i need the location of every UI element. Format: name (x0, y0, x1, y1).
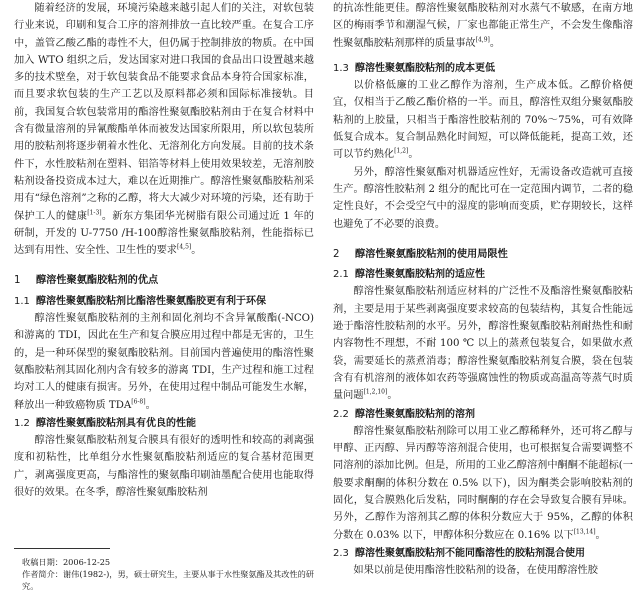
paragraph-1-3: 以价格低廉的工业乙醇作为溶剂，生产成本低。乙醇价格便宜，仅相当于乙酸乙酯价格的一半。而且，醇溶性双组分聚氨酯胶粘剂的上胶量，只相当于酯溶性胶粘剂的 70%～75%，可有效降低复合成本。复合制品熟化时间短，可以降低能耗，提高工效，还可以节约熟化[1,2]。 (333, 80, 633, 161)
paragraph-1-2: 醇溶性聚氨酯胶粘剂复合膜具有很好的透明性和较高的剥离强度和初粘性，比单组分水性聚氨酯胶粘剂适应的复合基材范围更广，剥离强度更高，与酯溶性的聚氨酯印刷油墨配合使用也能取得很好的效果。在冬季，醇溶性聚氨酯胶粘剂 (14, 435, 314, 499)
intro-paragraph: 随着经济的发展，环境污染越来越引起人们的关注，对软包装行业来说，印刷和复合工序的溶剂排放一直比较严重。在复合工序中，盖管乙酸乙酯的毒性不大，但仍属于控制排放的物质。在中国加入 WTO 组织之后，发达国家对进口我国的食品出口设置越来越多的技术壁垒，对于软包装食品不能要求食品本身符合国家标准，而且要求软包装的生产工艺以及原料都必须和国际标准接轨。目前，我国复合软包装常用的酯溶性聚氨酯胶粘剂由于在复合材料中含有微量溶剂的异氰酸酯单体而被发达国家所限用，所以软包装所用的胶粘剂将逐步朝着水性化、无溶剂化方向发展。目前的技术条件下，水性胶粘剂在塑料、铝箔等材料上使用效果较差，无溶剂胶粘剂设备投资成本过大，难以在近期推广。醇溶性聚氨酯胶粘剂采用有“绿色溶剂”之称的乙醇，将大大减少对环境的污染，还有助于保护工人的健康[1-3]。新东方集团华光树脂有限公司通过近 1 年的研制，开发的 U-7750 /H-100醇溶性聚氨酯胶粘剂，性能指标已达到有用性、安全性、卫生性的要求[4,5]。 (14, 3, 314, 257)
author-bio: 作者简介：谢伟(1982-)，男，硕士研究生，主要从事于水性聚氨酯及其改性的研究。 (22, 569, 314, 591)
paragraph-continued: 的抗冻性能更佳。醇溶性聚氨酯胶粘剂对水蒸气不敏感，在南方地区的梅雨季节和潮湿气候，厂家也都能正常生产，不会发生像酯溶性聚氨酯胶粘剂那样的质量事故[4,9]。 (333, 3, 633, 49)
paragraph-2-1: 醇溶性聚氨酯胶粘剂适应材料的广泛性不及酯溶性聚氨酯胶粘剂，主要是用于某些剥离强度要求较高的包装结构，其复合性能远逊于酯溶性胶粘剂的水平。另外，醇溶性聚氨酯胶粘剂耐热性和耐内容物性不理想，不耐 100 ℃ 以上的蒸煮包装复合，如果做水煮袋，需要延长的蒸煮消毒；醇溶性聚氨酯胶粘剂复合膜，袋在包装含有有机溶剂的液体如农药等强腐蚀性的物质或高温高等蒸气时质量问题[1,2,10]。 (333, 286, 633, 402)
right-column (333, 0, 633, 580)
subsection-heading-2-1: 2.1 醇溶性聚氨酯胶粘剂的适应性 (333, 269, 485, 281)
subsection-heading-2-3: 2.3 醇溶性聚氨酯胶粘剂不能同酯溶性的胶粘剂混合使用 (333, 547, 585, 559)
left-column (14, 0, 314, 501)
section-heading-2: 2 醇溶性聚氨酯胶粘剂的使用局限性 (333, 248, 508, 260)
paragraph-1-1: 醇溶性聚氨酯胶粘剂的主剂和固化剂均不含异氰酸酯(-NCO)和游离的 TDI，因此在生产和复合膜应用过程中都是无害的，卫生的，是一种环保型的聚氨酯胶粘剂。目前国内普遍使用的酯溶性聚氨酯胶粘剂其固化剂内含有较多的游离 TDI，生产过程和施工过程均对工人的健康有损害。另外，在使用过程中制品可能发生水解，释放出一种致癌物质 TDA[6-8]。 (14, 313, 314, 411)
citation: [4,9] (475, 36, 490, 44)
subsection-heading-2-2: 2.2 醇溶性聚氨酯胶粘剂的溶剂 (333, 408, 475, 420)
footnotes (22, 556, 314, 592)
citation: [1,2] (394, 147, 409, 155)
footnote-divider (14, 548, 110, 549)
received-date: 收稿日期：2006-12-25 (22, 557, 111, 567)
subsection-heading-1-2: 1.2 醇溶性聚氨酯胶粘剂具有优良的性能 (14, 417, 196, 429)
paragraph-2-2: 醇溶性聚氨酯胶粘剂除可以用工业乙醇稀释外，还可将乙醇与甲醇、正丙醇、异丙醇等溶剂混合使用，也可根据复合需要调整不同溶剂的添加比例。但是，所用的工业乙醇溶剂中酮酮不能超标(一般要求酮酮的体积分数在 0.5% 以下)，因为酮类会影响胶粘剂的固化，复合膜熟化后发粘，同时酮酮的存在会导致复合膜有异味。另外，乙醇作为溶剂其乙醇的体积分数应大于 95%，乙醇的体积分数在 0.03% 以下，甲醇体积分数应在 0.16% 以下[13,14]。 (333, 425, 633, 541)
paragraph-2-3: 如果以前是使用酯溶性胶粘剂的设备，在使用醇溶性胶 (353, 565, 598, 577)
citation: [6-8] (131, 398, 146, 406)
subsection-heading-1-1: 1.1 醇溶性聚氨酯胶粘剂比酯溶性聚氨酯胶更有利于环保 (14, 295, 266, 307)
citation: [1-3] (87, 209, 102, 217)
subsection-heading-1-3: 1.3 醇溶性聚氨酯胶粘剂的成本更低 (333, 62, 495, 74)
citation: [1,2,10] (363, 388, 388, 396)
paragraph-1-3b: 另外，醇溶性聚氨酯对机器适应性好，无需设备改造就可直接生产。醇溶性胶粘剂 2 组分的配比可在一定范围内调节，二者的稳定性良好，不会受空气中的湿度的影响而变质，贮存期较长，这样也避免了不必要的浪费。 (333, 166, 633, 230)
citation: [13,14] (573, 528, 596, 536)
citation: [4,5] (177, 243, 192, 251)
section-heading-1: 1 醇溶性聚氨酯胶粘剂的优点 (14, 275, 159, 287)
